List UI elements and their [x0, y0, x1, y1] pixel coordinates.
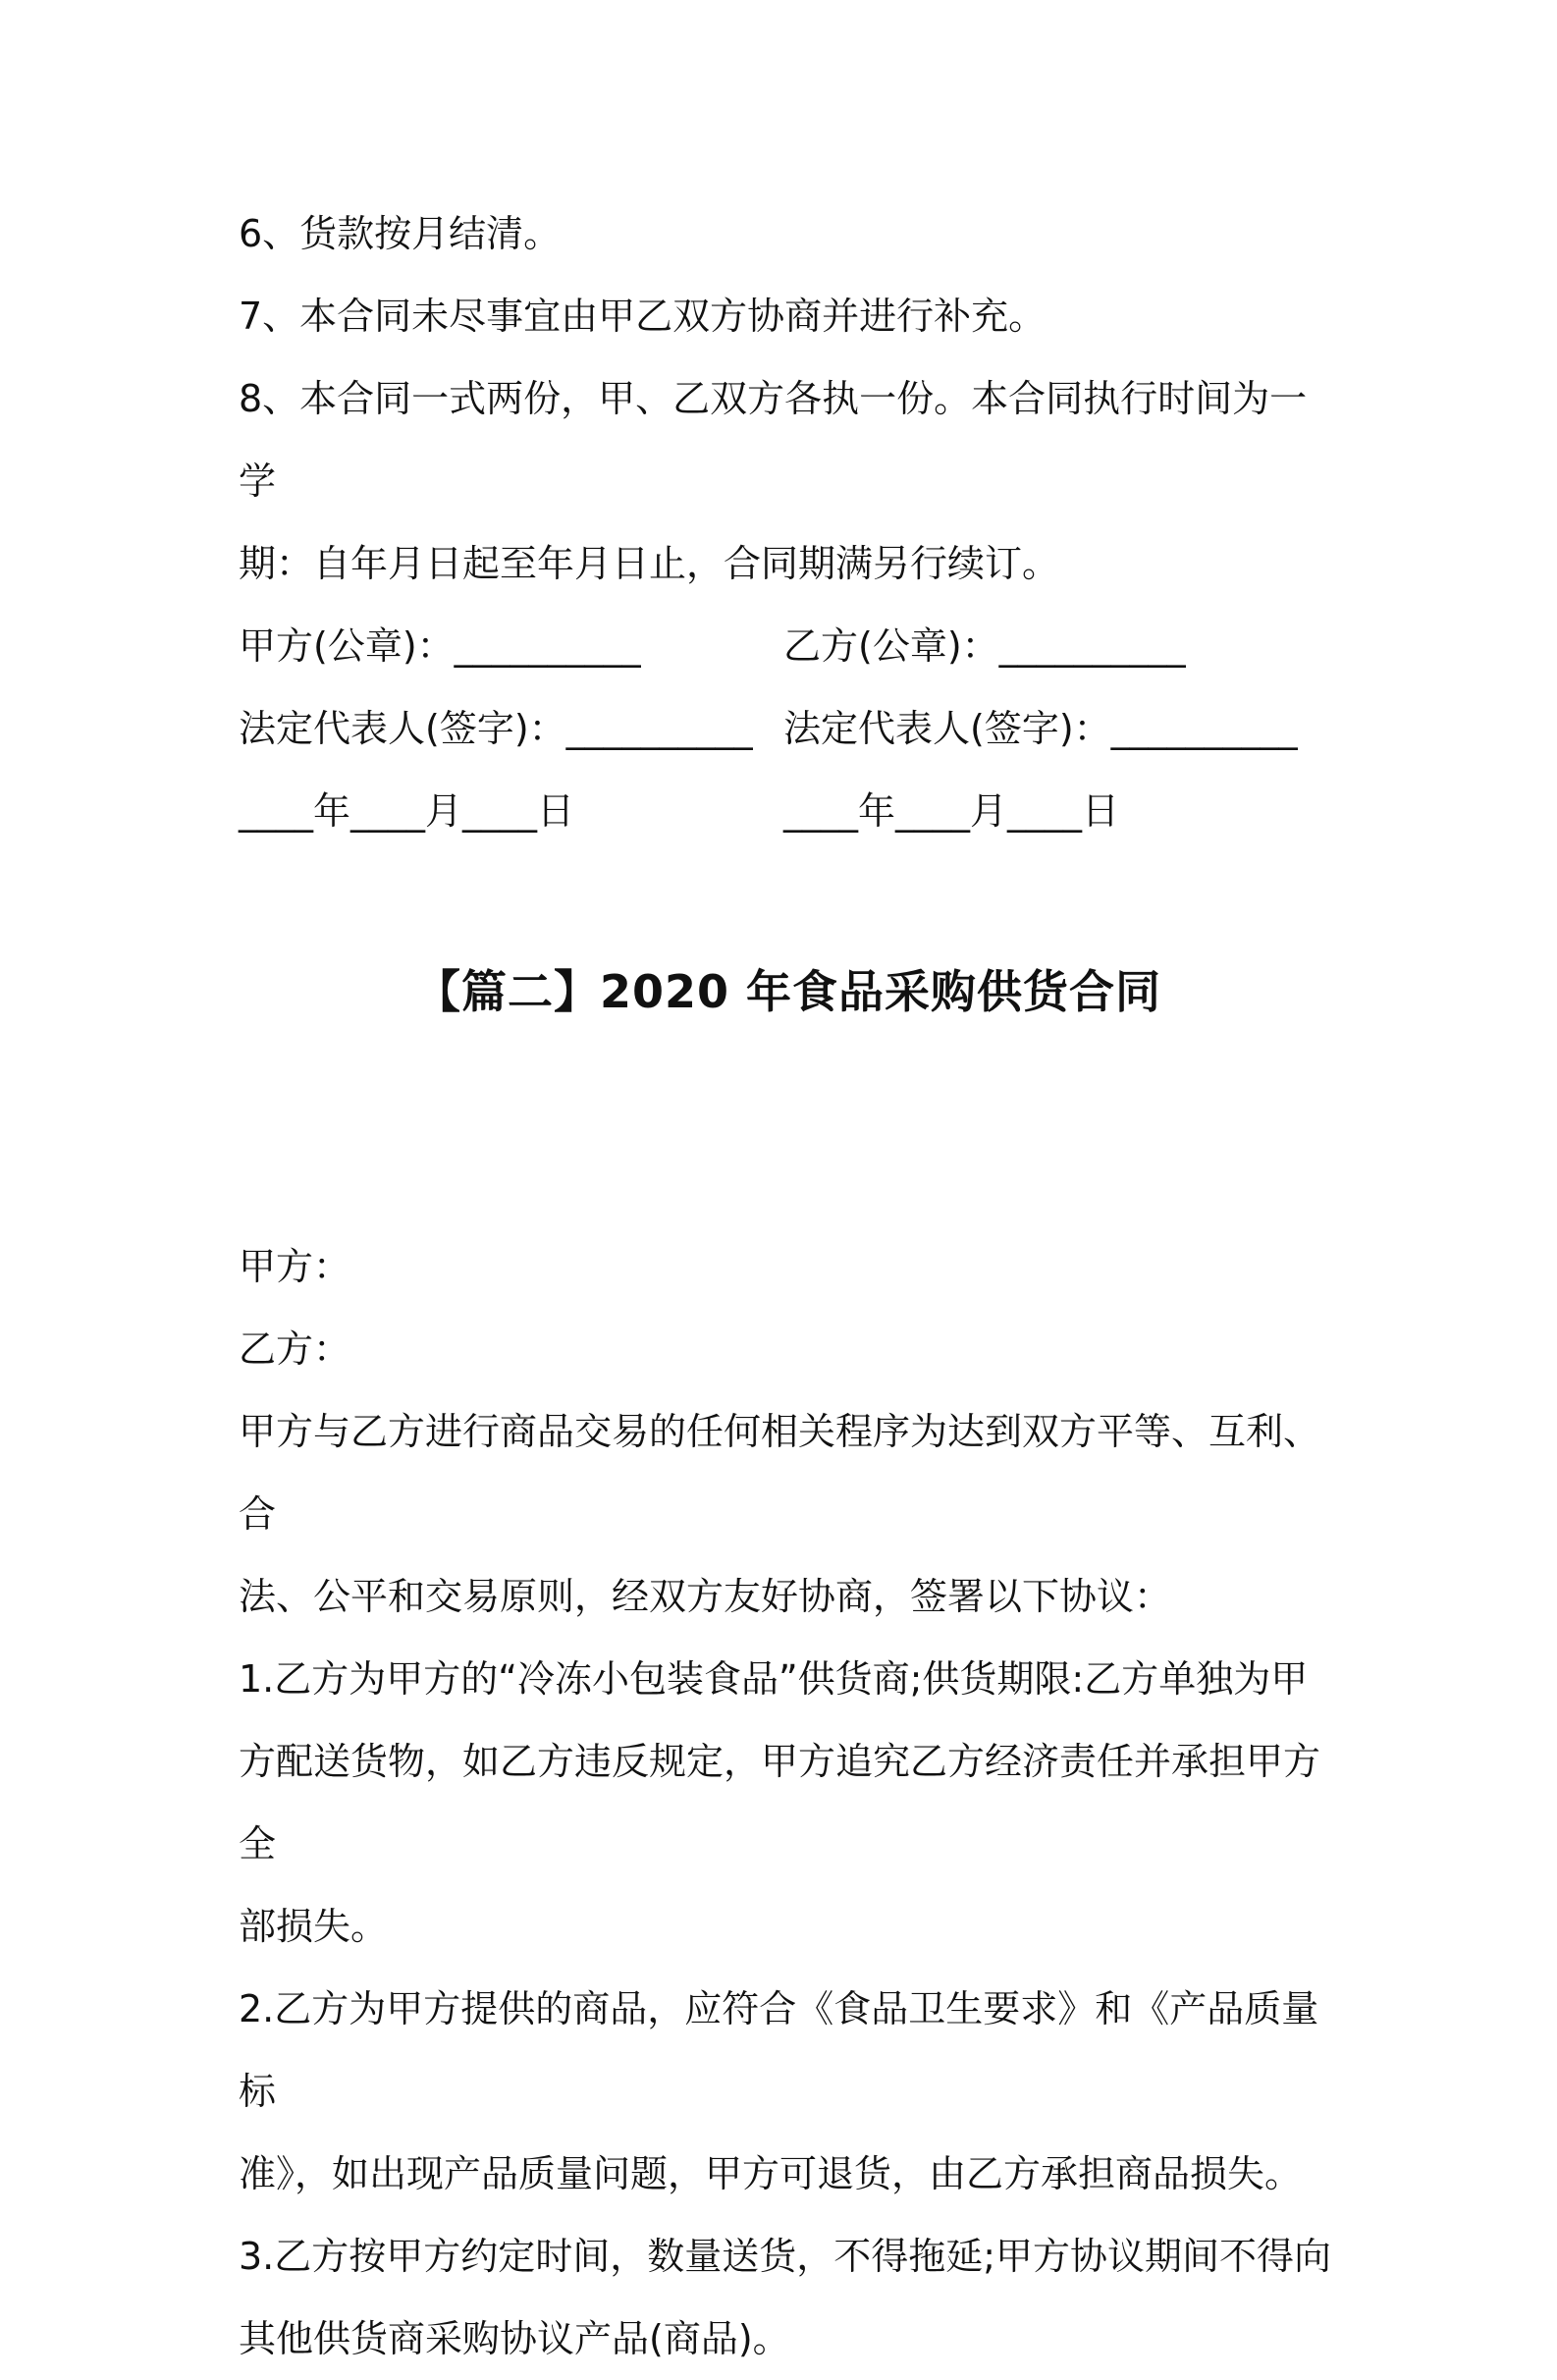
clause-8-line-2: 期：自年月日起至年月日止，合同期满另行续订。	[239, 542, 1060, 585]
party-a-date-field: ____年____月____日	[239, 789, 575, 833]
party-b-label: 乙方：	[239, 1327, 351, 1371]
agreement-line-5: 部损失。	[239, 1905, 389, 1948]
party-b-seal-field: 乙方(公章)：__________	[783, 624, 1186, 668]
party-b-representative-field: 法定代表人(签字)：__________	[783, 707, 1298, 750]
agreement-line-6: 2.乙方为甲方提供的商品，应符合《食品卫生要求》和《产品质量标	[239, 1987, 1319, 2113]
party-a-seal-field: 甲方(公章)：__________	[239, 624, 641, 668]
party-a-label: 甲方：	[239, 1245, 351, 1288]
agreement-line-8: 3.乙方按甲方约定时间，数量送货，不得拖延;甲方协议期间不得向	[239, 2235, 1332, 2278]
agreement-line-9: 其他供货商采购协议产品(商品)。	[239, 2317, 790, 2360]
party-a-representative-field: 法定代表人(签字)：__________	[239, 707, 753, 750]
document-body	[239, 192, 1338, 2380]
signature-row-date	[239, 770, 1338, 852]
party-b-date-field: ____年____月____日	[783, 789, 1120, 833]
section-title-wrap	[239, 852, 1338, 1225]
agreement-line-2: 法、公平和交易原则，经双方友好协商，签署以下协议：	[239, 1575, 1172, 1618]
signature-row-seal	[239, 605, 1338, 687]
agreement-line-4: 方配送货物，如乙方违反规定，甲方追究乙方经济责任并承担甲方全	[239, 1740, 1321, 1866]
signature-row-representative	[239, 687, 1338, 770]
agreement-line-3: 1.乙方为甲方的“冷冻小包装食品”供货商;供货期限:乙方单独为甲	[239, 1657, 1309, 1701]
clause-7: 7、本合同未尽事宜由甲乙双方协商并进行补充。	[239, 295, 1047, 338]
clause-8-line-1: 8、本合同一式两份，甲、乙双方各执一份。本合同执行时间为一学	[239, 377, 1308, 503]
section-title: 【篇二】2020 年食品采购供货合同	[414, 965, 1162, 1018]
agreement-line-1: 甲方与乙方进行商品交易的任何相关程序为达到双方平等、互利、合	[239, 1410, 1321, 1536]
agreement-line-7: 准》，如出现产品质量问题，甲方可退货，由乙方承担商品损失。	[239, 2152, 1303, 2195]
clause-6: 6、货款按月结清。	[239, 212, 562, 255]
